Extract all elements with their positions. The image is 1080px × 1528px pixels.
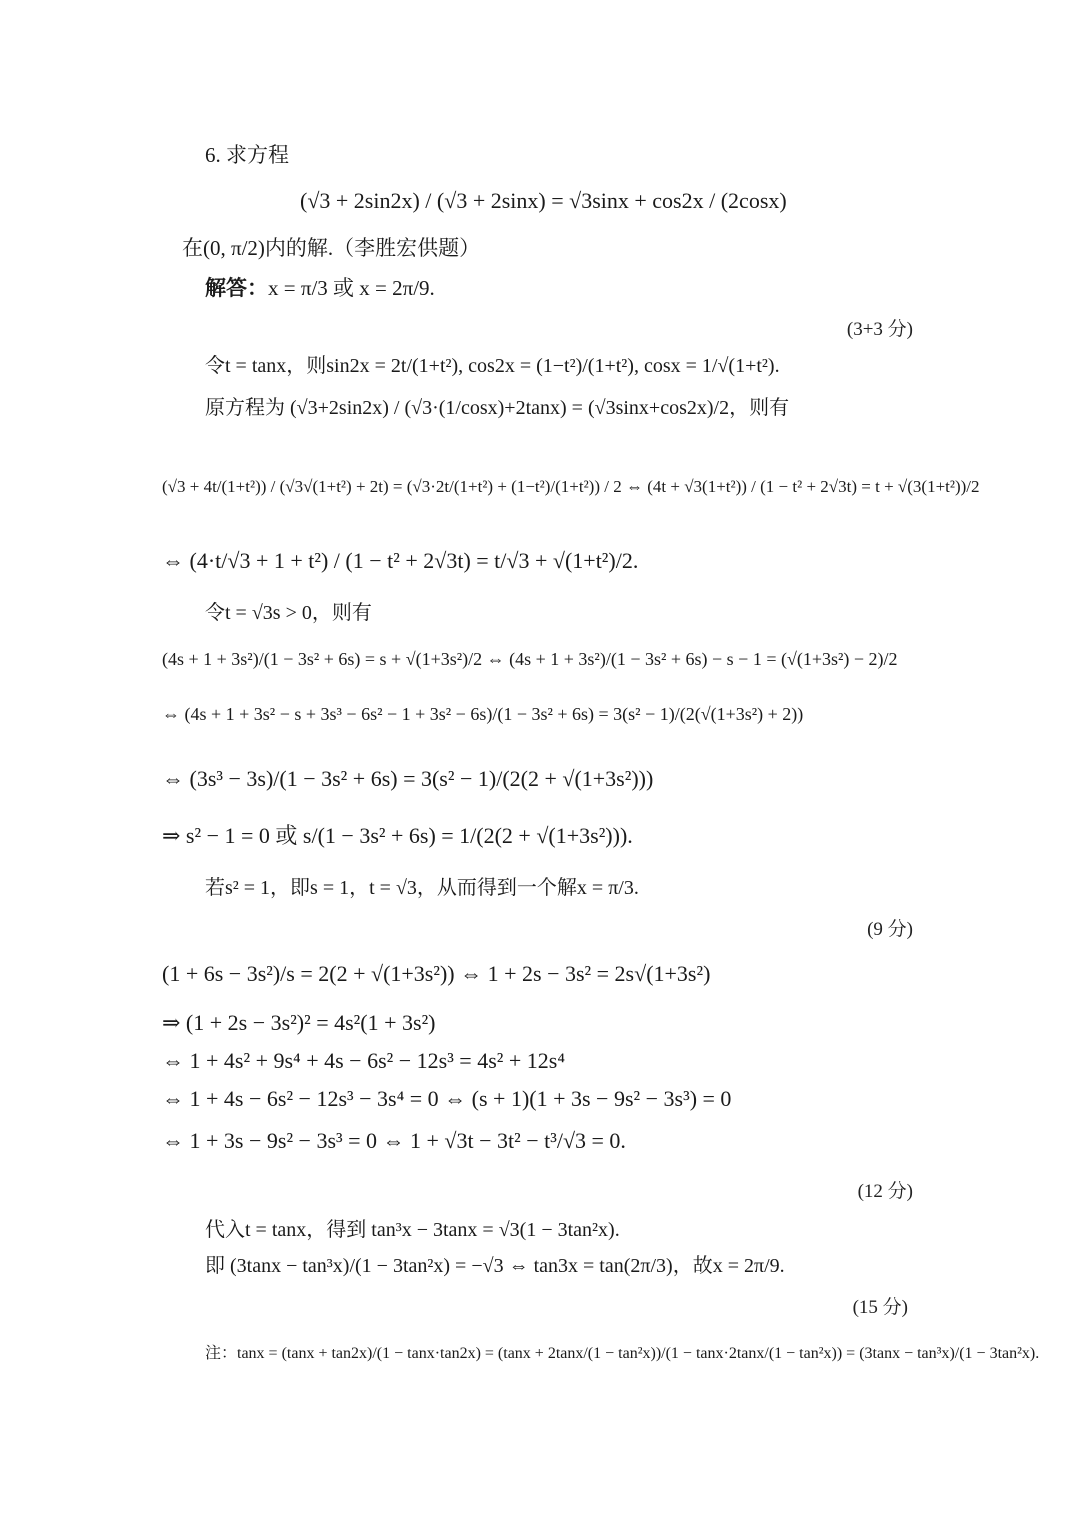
score-2: (9 分) — [867, 919, 913, 940]
step-substitution-s: 令t = √3s > 0，则有 — [205, 602, 372, 624]
equation-6: ⇒ s² − 1 = 0 或 s/(1 − 3s² + 6s) = 1/(2(2 + √(1+3s²))). — [162, 823, 633, 848]
score-4: (15 分) — [852, 1297, 908, 1318]
equation-5: ⇔ (3s³ − 3s)/(1 − 3s² + 6s) = 3(s² − 1)/(2(2 + √(1+3s²))) — [162, 766, 654, 791]
problem-heading: 6. 求方程 — [205, 143, 289, 167]
equation-1: (√3 + 4t/(1+t²)) / (√3√(1+t²) + 2t) = (√3·2t/(1+t²) + (1−t²)/(1+t²)) / 2 ⇔ (4t + √3(1+t²)) / (1 − t² + 2√3t) = t + √(3(1+t²))/2 — [162, 477, 980, 496]
equation-8: ⇒ (1 + 2s − 3s²)² = 4s²(1 + 3s²) — [162, 1010, 436, 1035]
equation-12: 即 (3tanx − tan³x)/(1 − 3tan²x) = −√3 ⇔ tan3x = tan(2π/3)，故x = 2π/9. — [205, 1255, 785, 1277]
problem-interval: 在(0, π/2)内的解.（李胜宏供题） — [182, 236, 481, 260]
note-line: 注：tanx = (tanx + tan2x)/(1 − tanx·tan2x) = (tanx + 2tanx/(1 − tan²x))/(1 − tanx·2tanx/(1 − tan²x)) = (3tanx − tan³x)/(1 − 3tan²x). — [205, 1345, 1040, 1362]
equation-2: ⇔ (4·t/√3 + 1 + t²) / (1 − t² + 2√3t) = t/√3 + √(1+t²)/2. — [162, 548, 639, 573]
equation-9: ⇔ 1 + 4s² + 9s⁴ + 4s − 6s² − 12s³ = 4s² + 12s⁴ — [162, 1048, 566, 1073]
answer-text: x = π/3 或 x = 2π/9. — [268, 276, 435, 300]
score-3: (12 分) — [857, 1181, 913, 1202]
answer-label: 解答： — [205, 276, 268, 300]
equation-3: (4s + 1 + 3s²)/(1 − 3s² + 6s) = s + √(1+3s²)/2 ⇔ (4s + 1 + 3s²)/(1 − 3s² + 6s) − s − 1 = (√(1+3s²) − 2)/2 — [162, 649, 898, 669]
step-original-equation: 原方程为 (√3+2sin2x) / (√3·(1/cosx)+2tanx) = (√3sinx+cos2x)/2，则有 — [205, 397, 790, 419]
step-substitute-back: 代入t = tanx，得到 tan³x − 3tanx = √3(1 − 3tan²x). — [205, 1219, 620, 1241]
equation-4: ⇔ (4s + 1 + 3s² − s + 3s³ − 6s² − 1 + 3s² − 6s)/(1 − 3s² + 6s) = 3(s² − 1)/(2(√(1+3s²) + 2)) — [162, 704, 804, 724]
equation-10: ⇔ 1 + 4s − 6s² − 12s³ − 3s⁴ = 0 ⇔ (s + 1)(1 + 3s − 9s² − 3s³) = 0 — [162, 1086, 732, 1111]
answer-line — [205, 278, 435, 299]
equation-11: ⇔ 1 + 3s − 9s² − 3s³ = 0 ⇔ 1 + √3t − 3t² − t³/√3 = 0. — [162, 1128, 626, 1153]
step-substitution: 令t = tanx，则sin2x = 2t/(1+t²), cos2x = (1−t²)/(1+t²), cosx = 1/√(1+t²). — [205, 355, 780, 377]
problem-equation: (√3 + 2sin2x) / (√3 + 2sinx) = √3sinx + cos2x / (2cosx) — [300, 188, 787, 213]
equation-7: (1 + 6s − 3s²)/s = 2(2 + √(1+3s²)) ⇔ 1 + 2s − 3s² = 2s√(1+3s²) — [162, 961, 711, 986]
case-s-equals-1: 若s² = 1，即s = 1，t = √3，从而得到一个解x = π/3. — [205, 877, 639, 899]
score-1: (3+3 分) — [846, 319, 913, 340]
